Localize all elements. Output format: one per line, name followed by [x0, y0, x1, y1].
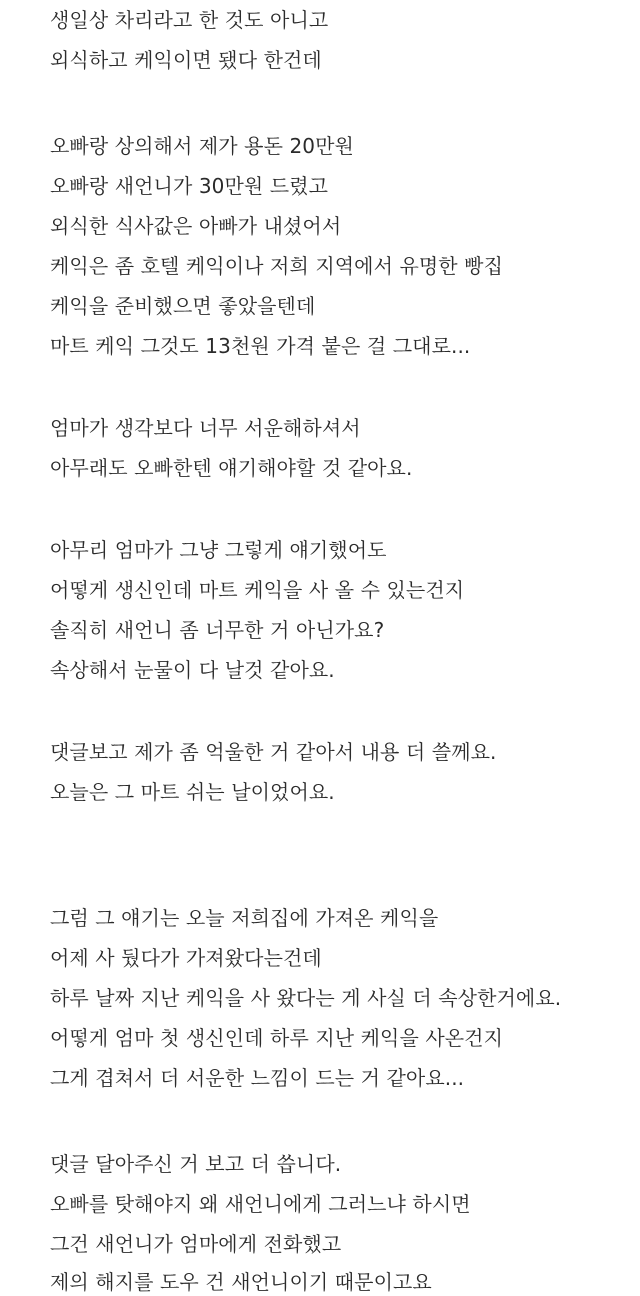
post-line: 오빠랑 새언니가 30만원 드렸고: [50, 174, 329, 198]
post-line: 생일상 차리라고 한 것도 아니고: [50, 8, 329, 32]
post-line: 오빠를 탓해야지 왜 새언니에게 그러느냐 하시면: [50, 1192, 471, 1216]
post-line: 오빠랑 상의해서 제가 용돈 20만원: [50, 134, 354, 158]
post-line: 케익은 좀 호텔 케익이나 저희 지역에서 유명한 빵집: [50, 254, 504, 278]
post-line: 그게 겹쳐서 더 서운한 느낌이 드는 거 같아요...: [50, 1066, 465, 1090]
post-line: 엄마가 생각보다 너무 서운해하셔서: [50, 416, 361, 440]
post-line: 제의 해지를 도우 건 새언니이기 때문이고요: [50, 1270, 432, 1294]
post-line: 댓글보고 제가 좀 억울한 거 같아서 내용 더 쓸께요.: [50, 740, 497, 764]
post-line: 오늘은 그 마트 쉬는 날이었어요.: [50, 780, 335, 804]
post-line: 아무래도 오빠한텐 얘기해야할 것 같아요.: [50, 456, 413, 480]
post-line: 케익을 준비했으면 좋았을텐데: [50, 294, 316, 318]
post-line: 어떻게 엄마 첫 생신인데 하루 지난 케익을 사온건지: [50, 1026, 504, 1050]
post-line: 하루 날짜 지난 케익을 사 왔다는 게 사실 더 속상한거에요.: [50, 986, 562, 1010]
post-line: 외식한 식사값은 아빠가 내셨어서: [50, 214, 342, 238]
post-line: 외식하고 케익이면 됐다 한건데: [50, 48, 322, 72]
post-line: 그럼 그 얘기는 오늘 저희집에 가져온 케익을: [50, 906, 439, 930]
post-line: 속상해서 눈물이 다 날것 같아요.: [50, 658, 335, 682]
post-line: 아무리 엄마가 그냥 그렇게 얘기했어도: [50, 538, 387, 562]
post-line: 댓글 달아주신 거 보고 더 씁니다.: [50, 1152, 342, 1176]
post-line: 어제 사 뒀다가 가져왔다는건데: [50, 946, 322, 970]
post-line: 그건 새언니가 엄마에게 전화했고: [50, 1232, 342, 1256]
post-line: 솔직히 새언니 좀 너무한 거 아닌가요?: [50, 618, 385, 642]
post-line: 어떻게 생신인데 마트 케익을 사 올 수 있는건지: [50, 578, 465, 602]
post-line: 마트 케익 그것도 13천원 가격 붙은 걸 그대로...: [50, 334, 471, 358]
